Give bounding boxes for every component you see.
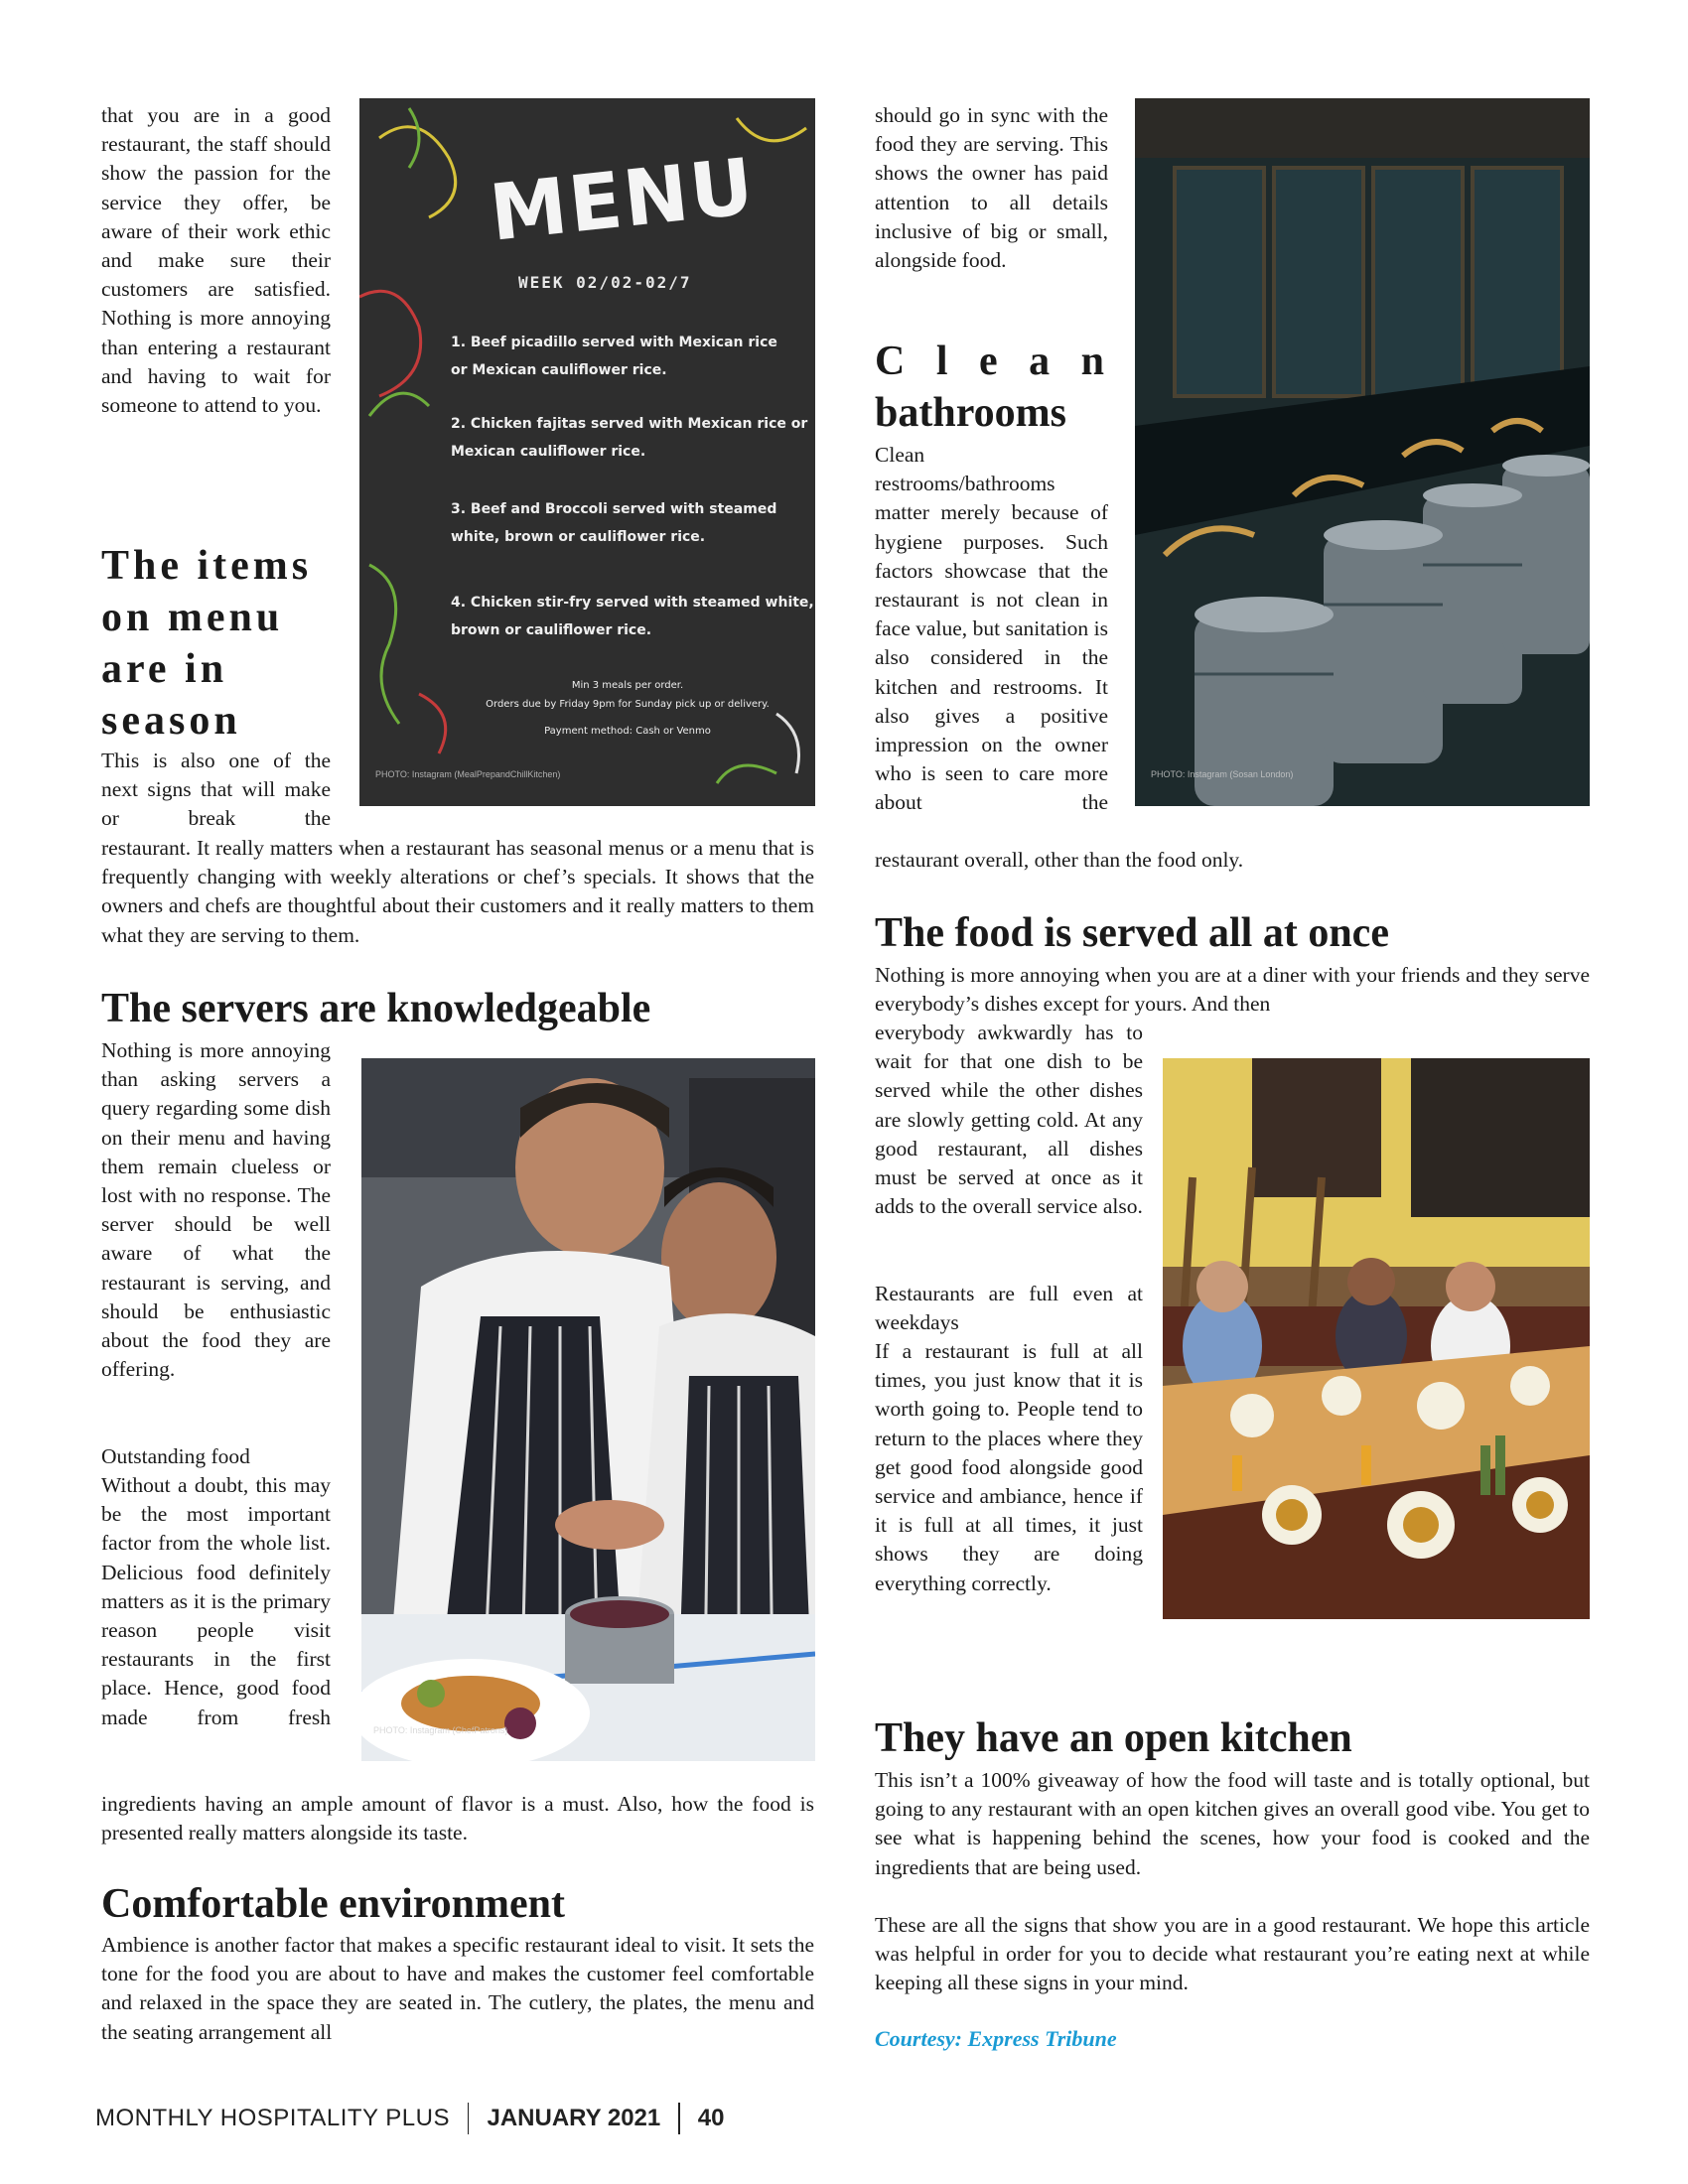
menu-board-item: 3. Beef and Broccoli served with steamed	[451, 501, 777, 517]
footer-issue-date: JANUARY 2021	[487, 2105, 661, 2131]
heading-servers-knowledgeable: The servers are knowledgeable	[101, 986, 651, 1031]
footer-page-number: 40	[697, 2105, 725, 2131]
menu-board-notes	[459, 676, 796, 741]
clean-paragraph-narrow: Clean restrooms/bathrooms matter merely because of hygiene purposes. Such factors showcase that the restaurant is not clean in face value, but sanitation is also considered in the kitchen and restrooms. It also gives a positive impression on the owner who is seen to care more about the	[875, 443, 1108, 815]
menu-board-item: Mexican cauliflower rice.	[451, 444, 646, 460]
heading-open-kitchen: They have an open kitchen	[875, 1715, 1352, 1761]
open-kitchen-paragraph: This isn’t a 100% giveaway of how the food will taste and is totally optional, but going to any restaurant with an open kitchen gives an overall good vibe. You get to see what is happening behind the scenes, how your food is cooked and the ingredients that are being used.	[875, 1768, 1590, 1879]
bathroom-photo-art	[1135, 98, 1590, 806]
menu-board-item: or Mexican cauliflower rice.	[451, 362, 667, 378]
servers-paragraph: Nothing is more annoying than asking servers a query regarding some dish on their menu and having them remain clueless or lost with no response. The server should be well aware of what the restaurant is serving, and should be enthusiastic about the food they are offering.	[101, 1038, 331, 1382]
diners-photo-art	[1163, 1058, 1590, 1619]
courtesy-credit: Courtesy: Express Tribune	[875, 2026, 1117, 2051]
menu-board-item: white, brown or cauliflower rice.	[451, 529, 706, 545]
menu-board-orders: Orders due by Friday 9pm for Sunday pick up or delivery.	[486, 699, 770, 710]
footer-magazine-name: MONTHLY HOSPITALITY PLUS	[95, 2105, 450, 2131]
photo-credit-bathroom: PHOTO: Instagram (Sosan London)	[1151, 769, 1294, 779]
restaurants-full-label: Restaurants are full even at weekdays	[875, 1282, 1143, 1335]
restaurants-full-paragraph: If a restaurant is full at all times, you just know that it is worth going to. People tend to return to the places where they get good food alongside good service and ambiance, hence if it is full at all times, it just shows they are doing everything correctly.	[875, 1339, 1143, 1595]
food-paragraph-narrow: everybody awkwardly has to wait for that one dish to be served while the other dishes are slowly getting cold. At any good restaurant, all dishes must be served at once as it adds to the overall service also.	[875, 1021, 1143, 1219]
page-footer	[95, 2101, 724, 2136]
footer-divider	[678, 2103, 680, 2134]
intro-paragraph-right: should go in sync with the food they are serving. This shows the owner has paid attention to all details inclusive of big or small, alongside food.	[875, 103, 1108, 273]
menu-board-week: WEEK 02/02-02/7	[518, 273, 692, 292]
closing-paragraph: These are all the signs that show you are in a good restaurant. We hope this article was helpful in order for you to decide what restaurant you’re eating next at while keeping all these signs in your mind.	[875, 1913, 1590, 1995]
menu-board-item: 2. Chicken fajitas served with Mexican rice or	[451, 416, 808, 432]
chefs-photo-art	[361, 1058, 815, 1761]
photo-credit-chefs: PHOTO: Instagram (ChefPatrons)	[373, 1725, 508, 1735]
menu-board-item: 1. Beef picadillo served with Mexican rice	[451, 335, 777, 350]
heading-food-served-at-once: The food is served all at once	[875, 910, 1389, 956]
food-paragraph-wide: Nothing is more annoying when you are at a diner with your friends and they serve everybody’s dishes except for yours. And then	[875, 963, 1590, 1017]
menu-paragraph-wide: restaurant. It really matters when a restaurant has seasonal menus or a menu that is frequently changing with weekly alterations or chef’s specials. It shows that the owners and chefs are thoughtful about their customers and it really matters to them what they are serving to them.	[101, 836, 814, 947]
menu-board-item: brown or cauliflower rice.	[451, 622, 652, 638]
bathroom-sinks-photo	[1135, 98, 1590, 806]
outstanding-food-label: Outstanding food	[101, 1444, 250, 1468]
menu-paragraph-narrow: This is also one of the next signs that will make or break the	[101, 749, 331, 831]
menu-board-payment: Payment method: Cash or Venmo	[544, 726, 711, 737]
menu-board-photo	[359, 98, 815, 806]
photo-credit-menu: PHOTO: Instagram (MealPrepandChillKitchen)	[375, 769, 561, 779]
comfort-paragraph: Ambience is another factor that makes a specific restaurant ideal to visit. It sets the tone for the food you are about to have and makes the customer feel comfortable and relaxed in the space they are seated in. The cutlery, the plates, the menu and the seating arrangement all	[101, 1933, 814, 2044]
menu-board-min: Min 3 meals per order.	[571, 680, 684, 691]
clean-paragraph-wide: restaurant overall, other than the food only.	[875, 848, 1244, 872]
menu-board-title: MENU	[486, 142, 760, 259]
footer-divider	[468, 2103, 470, 2134]
heading-clean-bathrooms: C l e a n bathrooms	[875, 339, 1108, 436]
outstanding-paragraph-wide: ingredients having an ample amount of flavor is a must. Also, how the food is presented really matters alongside its taste.	[101, 1792, 814, 1845]
outstanding-paragraph-narrow: Without a doubt, this may be the most important factor from the whole list. Delicious food definitely matters as it is the primary reason people visit restaurants in the first place. Hence, good food made from fresh	[101, 1473, 331, 1729]
intro-paragraph-left: that you are in a good restaurant, the staff should show the passion for the service they offer, be aware of their work ethic and make sure their customers are satisfied. Nothing is more annoying than entering a restaurant and having to wait for someone to attend to you.	[101, 103, 331, 418]
heading-comfortable-environment: Comfortable environment	[101, 1881, 565, 1927]
heading-menu-in-season: The items on menu are in season	[101, 543, 313, 744]
diners-table-photo	[1163, 1058, 1590, 1619]
menu-board-items	[451, 329, 814, 644]
menu-board-item: 4. Chicken stir-fry served with steamed white,	[451, 595, 814, 611]
chefs-plating-photo	[361, 1058, 815, 1761]
